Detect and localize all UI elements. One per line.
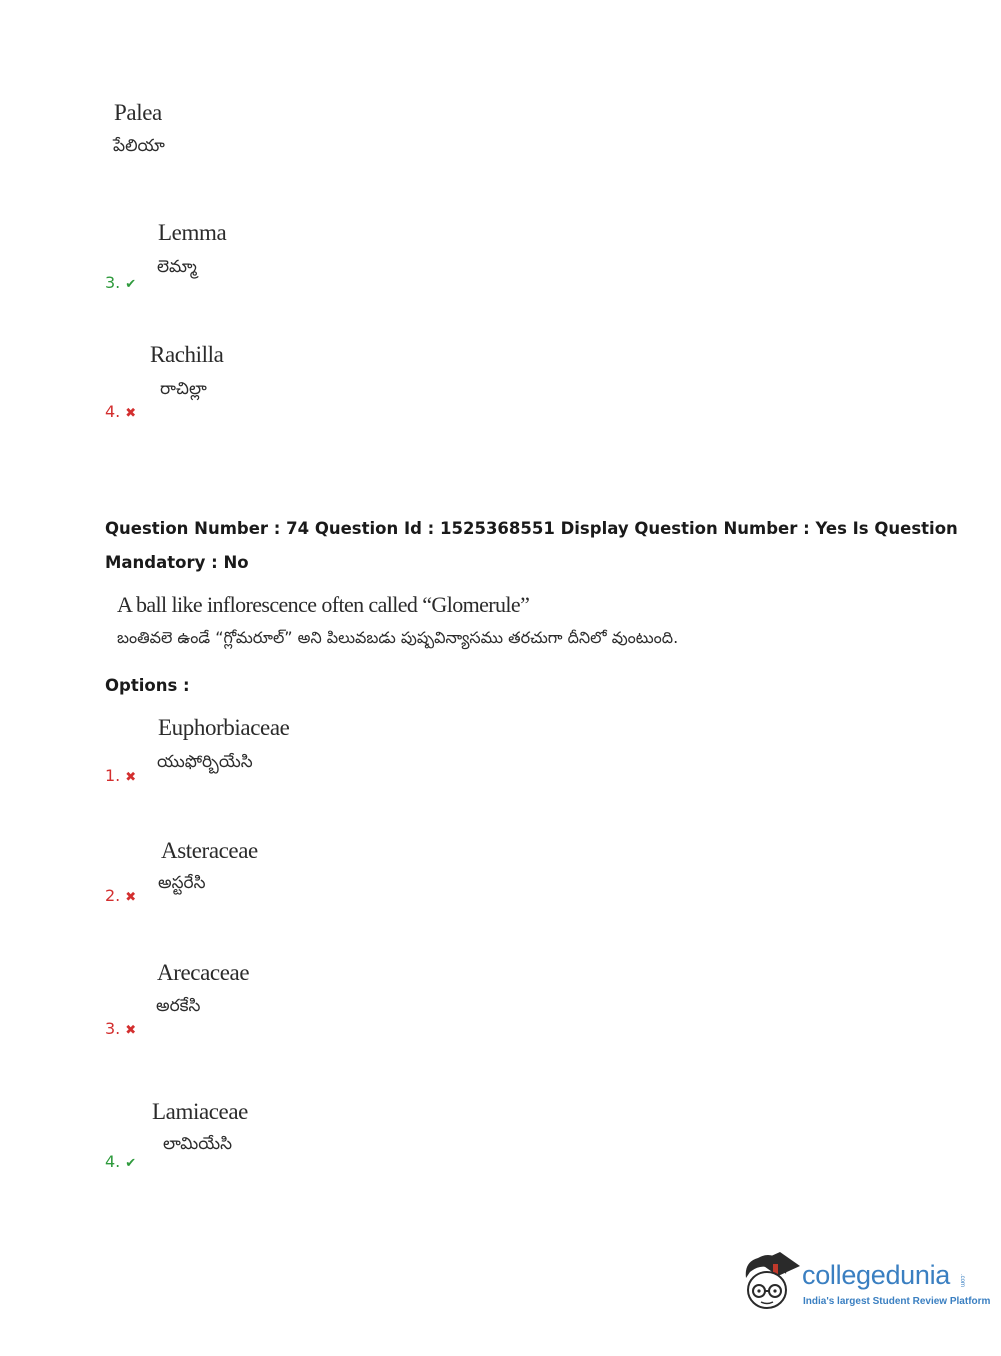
option-text-te: రాచిల్లా <box>160 379 207 399</box>
option-text-te: లెమ్మా <box>157 257 197 277</box>
check-icon: ✔ <box>125 1156 137 1171</box>
option-text-en: Asteraceae <box>161 838 258 863</box>
check-icon: ✔ <box>125 277 137 292</box>
logo-suffix: .com <box>959 1274 965 1288</box>
option-text-en: Lamiaceae <box>152 1099 248 1124</box>
collegedunia-logo <box>740 1250 991 1312</box>
cross-icon: ✖ <box>125 1023 137 1038</box>
cross-icon: ✖ <box>125 406 137 421</box>
option-number: 4. ✖ <box>105 402 137 421</box>
option-text-en: Palea <box>114 100 162 125</box>
option-text-te: లామియేసి <box>163 1134 233 1154</box>
options-label: Options : <box>105 676 190 695</box>
option-text-te: యుఫోర్బియేసి <box>157 752 253 772</box>
option-number: 3. ✔ <box>105 273 137 292</box>
option-text-en: Euphorbiaceae <box>158 715 290 740</box>
cross-icon: ✖ <box>125 890 137 905</box>
option-text-te: పేలియా <box>113 136 165 156</box>
logo-wordmark: collegedunia <box>802 1260 951 1290</box>
question-stem-te: బంతివలె ఉండే “గ్లోమరూల్” అని పిలువబడు పుష్పవిన్యాసము తరచుగా దీనిలో వుంటుంది. <box>117 628 679 647</box>
option-number: 1. ✖ <box>105 766 137 785</box>
cross-icon: ✖ <box>125 770 137 785</box>
option-number: 2. ✖ <box>105 886 137 905</box>
option-text-en: Rachilla <box>150 342 224 367</box>
mascot-icon <box>740 1250 800 1312</box>
option-text-en: Lemma <box>158 220 227 245</box>
option-number: 4. ✔ <box>105 1152 137 1171</box>
logo-tagline: India's largest Student Review Platform <box>803 1296 991 1307</box>
option-text-te: అరకేసి <box>156 996 201 1016</box>
question-stem-en: A ball like inflorescence often called “Glomerule” <box>117 592 530 617</box>
option-text-en: Arecaceae <box>157 960 250 985</box>
question-mandatory: Mandatory : No <box>105 553 249 572</box>
option-number: 3. ✖ <box>105 1019 137 1038</box>
question-header: Question Number : 74 Question Id : 1525368551 Display Question Number : Yes Is Question <box>105 519 958 538</box>
option-text-te: అస్టరేసి <box>158 873 206 893</box>
